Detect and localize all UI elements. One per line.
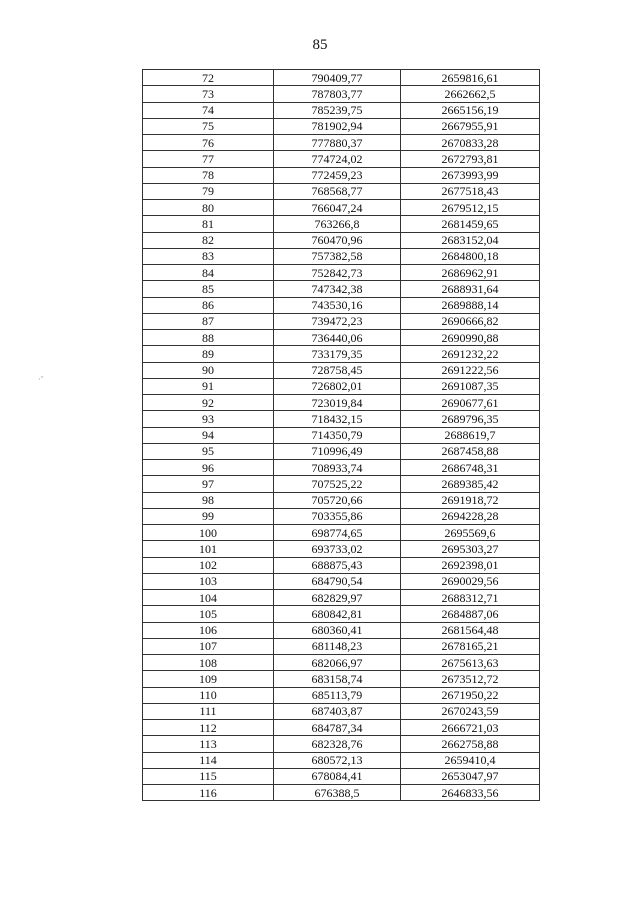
table-row bbox=[143, 703, 540, 719]
y-coordinate-cell: 2690990,88 bbox=[401, 330, 540, 346]
x-coordinate-cell: 728758,45 bbox=[274, 362, 401, 378]
x-coordinate-cell: 680360,41 bbox=[274, 622, 401, 638]
point-number-cell: 108 bbox=[143, 655, 274, 671]
point-number-cell: 94 bbox=[143, 427, 274, 443]
table-row bbox=[143, 768, 540, 784]
x-coordinate-cell: 676388,5 bbox=[274, 785, 401, 801]
x-coordinate-cell: 763266,8 bbox=[274, 216, 401, 232]
point-number-cell: 95 bbox=[143, 443, 274, 459]
y-coordinate-cell: 2666721,03 bbox=[401, 720, 540, 736]
y-coordinate-cell: 2678165,21 bbox=[401, 638, 540, 654]
point-number-cell: 72 bbox=[143, 70, 274, 86]
x-coordinate-cell: 772459,23 bbox=[274, 167, 401, 183]
x-coordinate-cell: 718432,15 bbox=[274, 411, 401, 427]
table-row bbox=[143, 687, 540, 703]
point-number-cell: 110 bbox=[143, 687, 274, 703]
point-number-cell: 90 bbox=[143, 362, 274, 378]
table-row bbox=[143, 736, 540, 752]
x-coordinate-cell: 687403,87 bbox=[274, 703, 401, 719]
y-coordinate-cell: 2686962,91 bbox=[401, 265, 540, 281]
y-coordinate-cell: 2671950,22 bbox=[401, 687, 540, 703]
y-coordinate-cell: 2672793,81 bbox=[401, 151, 540, 167]
point-number-cell: 101 bbox=[143, 541, 274, 557]
y-coordinate-cell: 2687458,88 bbox=[401, 443, 540, 459]
y-coordinate-cell: 2686748,31 bbox=[401, 460, 540, 476]
x-coordinate-cell: 682829,97 bbox=[274, 590, 401, 606]
table-row bbox=[143, 151, 540, 167]
coordinates-table bbox=[142, 69, 540, 801]
y-coordinate-cell: 2677518,43 bbox=[401, 183, 540, 199]
table-row bbox=[143, 167, 540, 183]
point-number-cell: 80 bbox=[143, 200, 274, 216]
table-row bbox=[143, 248, 540, 264]
point-number-cell: 93 bbox=[143, 411, 274, 427]
y-coordinate-cell: 2691232,22 bbox=[401, 346, 540, 362]
x-coordinate-cell: 703355,86 bbox=[274, 508, 401, 524]
x-coordinate-cell: 790409,77 bbox=[274, 70, 401, 86]
point-number-cell: 79 bbox=[143, 183, 274, 199]
y-coordinate-cell: 2673512,72 bbox=[401, 671, 540, 687]
table-row bbox=[143, 557, 540, 573]
point-number-cell: 84 bbox=[143, 265, 274, 281]
point-number-cell: 77 bbox=[143, 151, 274, 167]
table-row bbox=[143, 638, 540, 654]
y-coordinate-cell: 2690029,56 bbox=[401, 573, 540, 589]
y-coordinate-cell: 2673993,99 bbox=[401, 167, 540, 183]
table-row bbox=[143, 720, 540, 736]
point-number-cell: 103 bbox=[143, 573, 274, 589]
point-number-cell: 100 bbox=[143, 525, 274, 541]
x-coordinate-cell: 710996,49 bbox=[274, 443, 401, 459]
y-coordinate-cell: 2646833,56 bbox=[401, 785, 540, 801]
table-row bbox=[143, 362, 540, 378]
table-row bbox=[143, 411, 540, 427]
x-coordinate-cell: 705720,66 bbox=[274, 492, 401, 508]
table-row bbox=[143, 216, 540, 232]
y-coordinate-cell: 2662758,88 bbox=[401, 736, 540, 752]
point-number-cell: 85 bbox=[143, 281, 274, 297]
point-number-cell: 99 bbox=[143, 508, 274, 524]
y-coordinate-cell: 2691918,72 bbox=[401, 492, 540, 508]
y-coordinate-cell: 2690677,61 bbox=[401, 395, 540, 411]
point-number-cell: 76 bbox=[143, 135, 274, 151]
point-number-cell: 106 bbox=[143, 622, 274, 638]
point-number-cell: 96 bbox=[143, 460, 274, 476]
table-row bbox=[143, 443, 540, 459]
x-coordinate-cell: 714350,79 bbox=[274, 427, 401, 443]
table-row bbox=[143, 573, 540, 589]
x-coordinate-cell: 752842,73 bbox=[274, 265, 401, 281]
x-coordinate-cell: 736440,06 bbox=[274, 330, 401, 346]
point-number-cell: 91 bbox=[143, 378, 274, 394]
y-coordinate-cell: 2667955,91 bbox=[401, 118, 540, 134]
point-number-cell: 104 bbox=[143, 590, 274, 606]
table-row bbox=[143, 330, 540, 346]
table-row bbox=[143, 752, 540, 768]
table-row bbox=[143, 313, 540, 329]
table-row bbox=[143, 476, 540, 492]
y-coordinate-cell: 2662662,5 bbox=[401, 86, 540, 102]
x-coordinate-cell: 685113,79 bbox=[274, 687, 401, 703]
y-coordinate-cell: 2683152,04 bbox=[401, 232, 540, 248]
point-number-cell: 75 bbox=[143, 118, 274, 134]
point-number-cell: 111 bbox=[143, 703, 274, 719]
point-number-cell: 105 bbox=[143, 606, 274, 622]
point-number-cell: 73 bbox=[143, 86, 274, 102]
x-coordinate-cell: 785239,75 bbox=[274, 102, 401, 118]
y-coordinate-cell: 2659410,4 bbox=[401, 752, 540, 768]
point-number-cell: 102 bbox=[143, 557, 274, 573]
x-coordinate-cell: 683158,74 bbox=[274, 671, 401, 687]
y-coordinate-cell: 2659816,61 bbox=[401, 70, 540, 86]
x-coordinate-cell: 681148,23 bbox=[274, 638, 401, 654]
point-number-cell: 87 bbox=[143, 313, 274, 329]
y-coordinate-cell: 2694228,28 bbox=[401, 508, 540, 524]
coordinates-table-body bbox=[143, 70, 540, 801]
table-row bbox=[143, 525, 540, 541]
point-number-cell: 109 bbox=[143, 671, 274, 687]
y-coordinate-cell: 2679512,15 bbox=[401, 200, 540, 216]
y-coordinate-cell: 2681564,48 bbox=[401, 622, 540, 638]
table-row bbox=[143, 378, 540, 394]
y-coordinate-cell: 2670833,28 bbox=[401, 135, 540, 151]
point-number-cell: 107 bbox=[143, 638, 274, 654]
x-coordinate-cell: 768568,77 bbox=[274, 183, 401, 199]
x-coordinate-cell: 698774,65 bbox=[274, 525, 401, 541]
x-coordinate-cell: 774724,02 bbox=[274, 151, 401, 167]
table-row bbox=[143, 655, 540, 671]
x-coordinate-cell: 760470,96 bbox=[274, 232, 401, 248]
x-coordinate-cell: 743530,16 bbox=[274, 297, 401, 313]
table-row bbox=[143, 622, 540, 638]
x-coordinate-cell: 723019,84 bbox=[274, 395, 401, 411]
x-coordinate-cell: 747342,38 bbox=[274, 281, 401, 297]
x-coordinate-cell: 682328,76 bbox=[274, 736, 401, 752]
table-row bbox=[143, 606, 540, 622]
table-row bbox=[143, 70, 540, 86]
x-coordinate-cell: 680842,81 bbox=[274, 606, 401, 622]
point-number-cell: 112 bbox=[143, 720, 274, 736]
y-coordinate-cell: 2688312,71 bbox=[401, 590, 540, 606]
point-number-cell: 113 bbox=[143, 736, 274, 752]
table-row bbox=[143, 232, 540, 248]
x-coordinate-cell: 684787,34 bbox=[274, 720, 401, 736]
table-row bbox=[143, 590, 540, 606]
table-row bbox=[143, 102, 540, 118]
x-coordinate-cell: 707525,22 bbox=[274, 476, 401, 492]
point-number-cell: 92 bbox=[143, 395, 274, 411]
x-coordinate-cell: 781902,94 bbox=[274, 118, 401, 134]
table-row bbox=[143, 200, 540, 216]
table-row bbox=[143, 671, 540, 687]
scan-speck: ·ˇ bbox=[38, 375, 44, 384]
x-coordinate-cell: 678084,41 bbox=[274, 768, 401, 784]
y-coordinate-cell: 2675613,63 bbox=[401, 655, 540, 671]
point-number-cell: 78 bbox=[143, 167, 274, 183]
point-number-cell: 116 bbox=[143, 785, 274, 801]
x-coordinate-cell: 688875,43 bbox=[274, 557, 401, 573]
table-row bbox=[143, 541, 540, 557]
y-coordinate-cell: 2692398,01 bbox=[401, 557, 540, 573]
table-row bbox=[143, 281, 540, 297]
y-coordinate-cell: 2690666,82 bbox=[401, 313, 540, 329]
y-coordinate-cell: 2689796,35 bbox=[401, 411, 540, 427]
table-row bbox=[143, 508, 540, 524]
table-row bbox=[143, 460, 540, 476]
y-coordinate-cell: 2684800,18 bbox=[401, 248, 540, 264]
y-coordinate-cell: 2689385,42 bbox=[401, 476, 540, 492]
y-coordinate-cell: 2670243,59 bbox=[401, 703, 540, 719]
y-coordinate-cell: 2695303,27 bbox=[401, 541, 540, 557]
point-number-cell: 83 bbox=[143, 248, 274, 264]
point-number-cell: 97 bbox=[143, 476, 274, 492]
x-coordinate-cell: 787803,77 bbox=[274, 86, 401, 102]
table-row bbox=[143, 86, 540, 102]
point-number-cell: 81 bbox=[143, 216, 274, 232]
x-coordinate-cell: 682066,97 bbox=[274, 655, 401, 671]
table-row bbox=[143, 135, 540, 151]
x-coordinate-cell: 757382,58 bbox=[274, 248, 401, 264]
y-coordinate-cell: 2688931,64 bbox=[401, 281, 540, 297]
table-row bbox=[143, 785, 540, 801]
y-coordinate-cell: 2688619,7 bbox=[401, 427, 540, 443]
x-coordinate-cell: 684790,54 bbox=[274, 573, 401, 589]
x-coordinate-cell: 693733,02 bbox=[274, 541, 401, 557]
point-number-cell: 86 bbox=[143, 297, 274, 313]
y-coordinate-cell: 2691087,35 bbox=[401, 378, 540, 394]
point-number-cell: 88 bbox=[143, 330, 274, 346]
y-coordinate-cell: 2689888,14 bbox=[401, 297, 540, 313]
x-coordinate-cell: 766047,24 bbox=[274, 200, 401, 216]
point-number-cell: 82 bbox=[143, 232, 274, 248]
x-coordinate-cell: 739472,23 bbox=[274, 313, 401, 329]
y-coordinate-cell: 2653047,97 bbox=[401, 768, 540, 784]
y-coordinate-cell: 2691222,56 bbox=[401, 362, 540, 378]
y-coordinate-cell: 2681459,65 bbox=[401, 216, 540, 232]
x-coordinate-cell: 708933,74 bbox=[274, 460, 401, 476]
table-row bbox=[143, 346, 540, 362]
x-coordinate-cell: 726802,01 bbox=[274, 378, 401, 394]
table-row bbox=[143, 183, 540, 199]
table-row bbox=[143, 118, 540, 134]
table-row bbox=[143, 297, 540, 313]
y-coordinate-cell: 2695569,6 bbox=[401, 525, 540, 541]
table-row bbox=[143, 395, 540, 411]
table-row bbox=[143, 427, 540, 443]
point-number-cell: 74 bbox=[143, 102, 274, 118]
table-row bbox=[143, 265, 540, 281]
x-coordinate-cell: 680572,13 bbox=[274, 752, 401, 768]
x-coordinate-cell: 777880,37 bbox=[274, 135, 401, 151]
page-number: 85 bbox=[312, 37, 328, 53]
point-number-cell: 98 bbox=[143, 492, 274, 508]
x-coordinate-cell: 733179,35 bbox=[274, 346, 401, 362]
point-number-cell: 89 bbox=[143, 346, 274, 362]
point-number-cell: 114 bbox=[143, 752, 274, 768]
point-number-cell: 115 bbox=[143, 768, 274, 784]
table-row bbox=[143, 492, 540, 508]
y-coordinate-cell: 2665156,19 bbox=[401, 102, 540, 118]
y-coordinate-cell: 2684887,06 bbox=[401, 606, 540, 622]
